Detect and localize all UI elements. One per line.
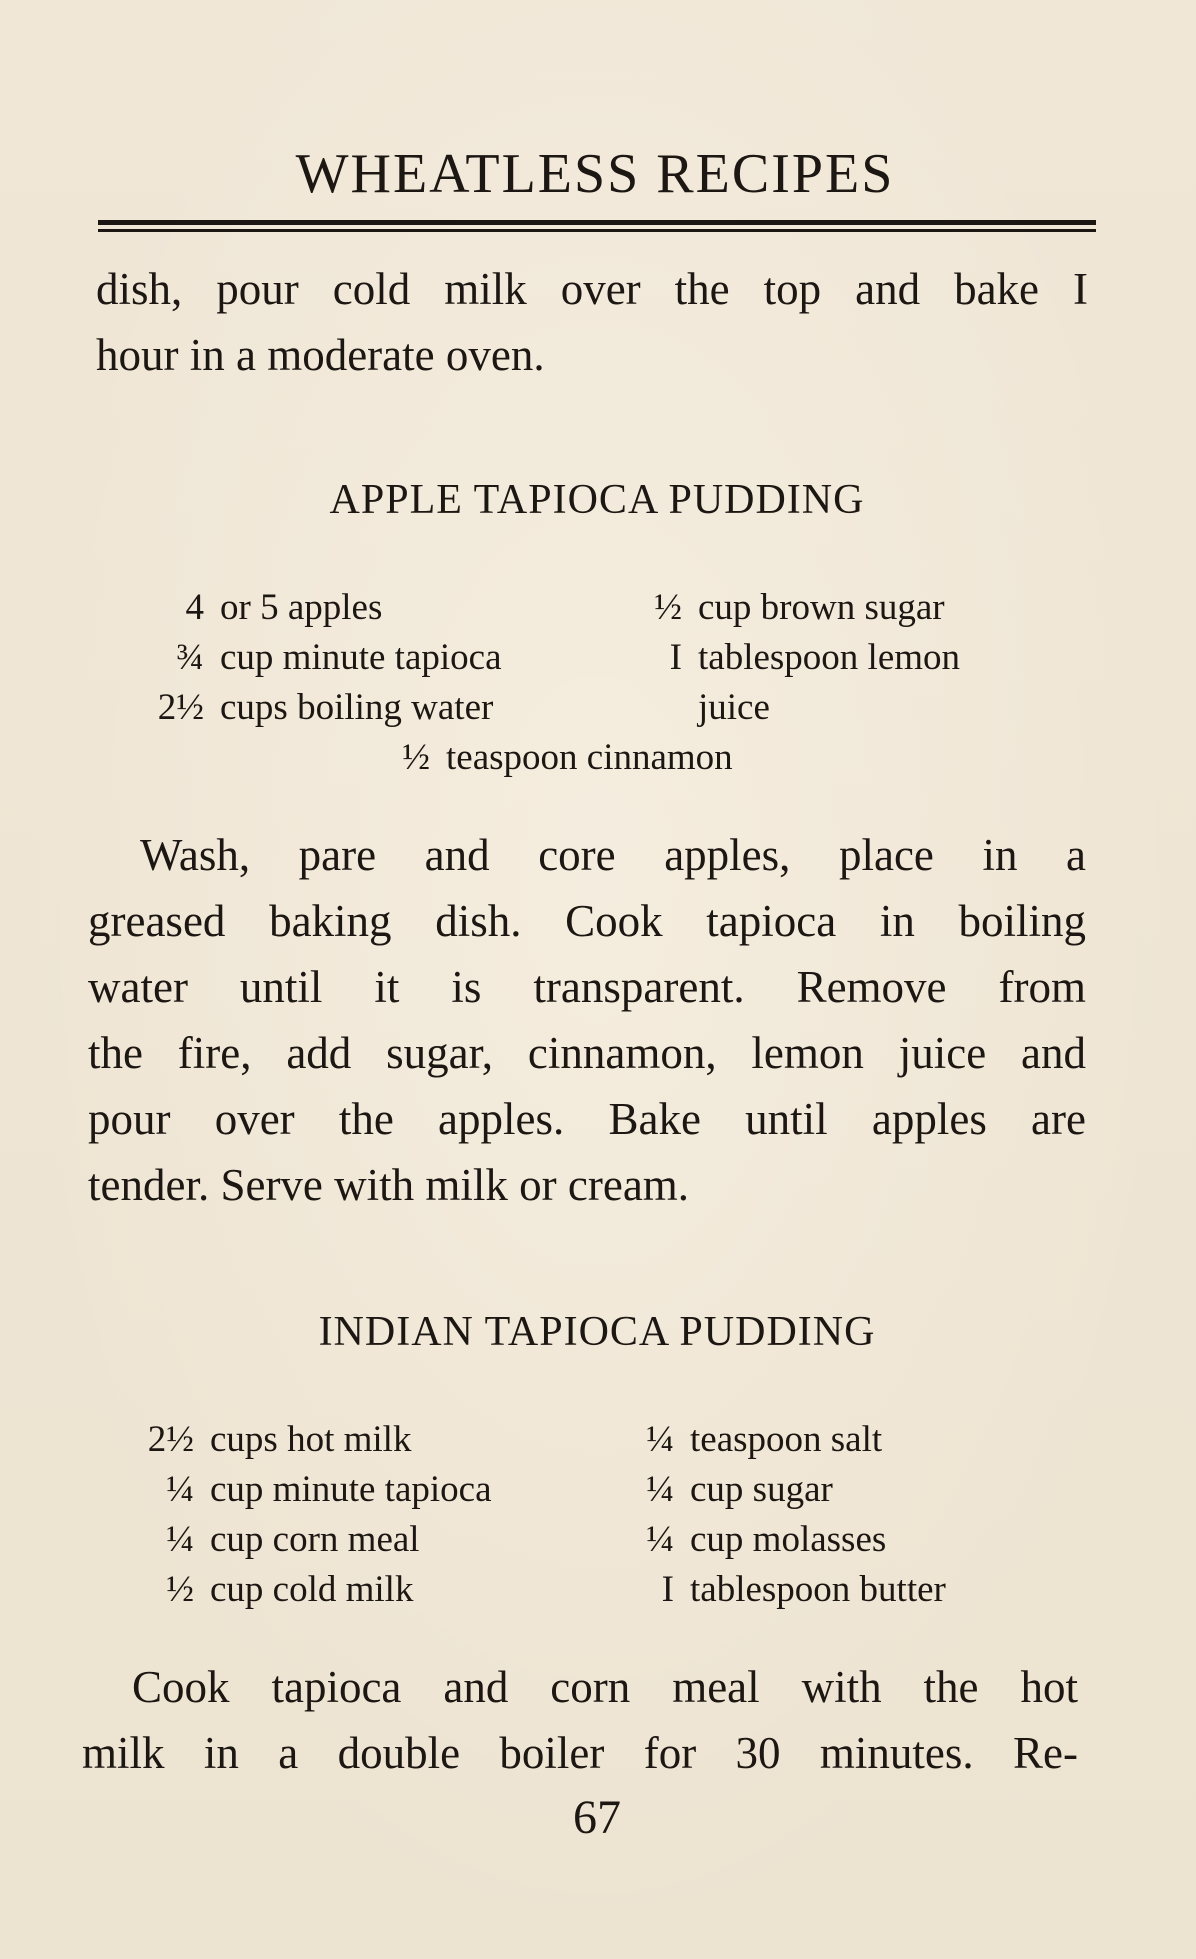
ingredient-quantity: 4 bbox=[185, 587, 204, 628]
paragraph-line: pour over the apples. Bake until apples are bbox=[88, 1094, 1086, 1144]
paragraph-line: water until it is transparent. Remove from bbox=[88, 962, 1086, 1012]
recipe-method bbox=[82, 1654, 1078, 1786]
ingredient bbox=[126, 1565, 413, 1615]
paragraph-line: milk in a double boiler for 30 minutes. Re- bbox=[82, 1728, 1078, 1778]
ingredient-name: cup minute tapioca bbox=[210, 1469, 492, 1510]
ingredient-quantity: ¼ bbox=[166, 1519, 194, 1560]
ingredient bbox=[126, 1515, 420, 1565]
paragraph-line: Wash, pare and core apples, place in a bbox=[140, 830, 1086, 880]
ingredient-name: cup brown sugar bbox=[698, 587, 945, 628]
ingredient-name: cup sugar bbox=[690, 1469, 833, 1510]
ingredient-name: teaspoon salt bbox=[690, 1419, 883, 1460]
ingredient bbox=[140, 583, 382, 633]
ingredient-name: cup cold milk bbox=[210, 1569, 414, 1610]
paragraph-line: the fire, add sugar, cinnamon, lemon juice and bbox=[88, 1028, 1086, 1078]
ingredient bbox=[126, 1415, 411, 1465]
ingredient-name: or 5 apples bbox=[220, 587, 383, 628]
ingredient bbox=[610, 1415, 882, 1465]
ingredient-quantity: 2½ bbox=[147, 1419, 194, 1460]
ingredient-quantity: ¼ bbox=[166, 1469, 194, 1510]
ingredient-name: cup minute tapioca bbox=[220, 637, 502, 678]
ingredient-quantity: I bbox=[669, 637, 682, 678]
ingredient-name: tablespoon lemon bbox=[698, 637, 961, 678]
paragraph-line: Cook tapioca and corn meal with the hot bbox=[132, 1662, 1078, 1712]
recipe-title: INDIAN TAPIOCA PUDDING bbox=[318, 1309, 876, 1355]
ingredient-name: cups hot milk bbox=[210, 1419, 412, 1460]
ingredient bbox=[620, 683, 770, 733]
ingredient bbox=[620, 583, 945, 633]
ingredient-name: cup molasses bbox=[690, 1519, 887, 1560]
ingredient-quantity: ½ bbox=[166, 1569, 194, 1610]
ingredient bbox=[610, 1465, 833, 1515]
ingredient bbox=[140, 633, 502, 683]
paragraph-line: dish, pour cold milk over the top and bake I bbox=[96, 264, 1088, 314]
ingredient bbox=[610, 1565, 946, 1615]
paragraph-line: hour in a moderate oven. bbox=[96, 330, 545, 380]
ingredient-name: cup corn meal bbox=[210, 1519, 420, 1560]
ingredient-quantity: ¾ bbox=[176, 637, 204, 678]
ingredient-quantity: 2½ bbox=[157, 687, 204, 728]
ingredient bbox=[380, 733, 733, 783]
ingredient-quantity: ¼ bbox=[646, 1419, 674, 1460]
ingredient-name: juice bbox=[698, 687, 770, 728]
ingredient bbox=[620, 633, 960, 683]
ingredient-quantity: I bbox=[661, 1569, 674, 1610]
recipe-title: APPLE TAPIOCA PUDDING bbox=[329, 477, 865, 523]
ingredient-quantity: ½ bbox=[654, 587, 682, 628]
running-head: WHEATLESS RECIPES bbox=[295, 143, 895, 205]
header-rule-thin bbox=[98, 229, 1096, 232]
ingredient-name: cups boiling water bbox=[220, 687, 494, 728]
page-number: 67 bbox=[573, 1791, 621, 1844]
paragraph-line: tender. Serve with milk or cream. bbox=[88, 1160, 690, 1210]
ingredient-name: teaspoon cinnamon bbox=[446, 737, 733, 778]
header-rule-thick bbox=[98, 220, 1096, 225]
ingredient bbox=[126, 1465, 492, 1515]
ingredient-quantity: ½ bbox=[402, 737, 430, 778]
ingredient bbox=[140, 683, 493, 733]
recipe-method bbox=[88, 822, 1086, 1218]
continuation-paragraph bbox=[96, 256, 1088, 388]
ingredient bbox=[610, 1515, 886, 1565]
ingredient-name: tablespoon butter bbox=[690, 1569, 946, 1610]
header-rule bbox=[98, 220, 1096, 234]
paragraph-line: greased baking dish. Cook tapioca in boiling bbox=[88, 896, 1086, 946]
ingredient-quantity: ¼ bbox=[646, 1519, 674, 1560]
ingredient-quantity: ¼ bbox=[646, 1469, 674, 1510]
